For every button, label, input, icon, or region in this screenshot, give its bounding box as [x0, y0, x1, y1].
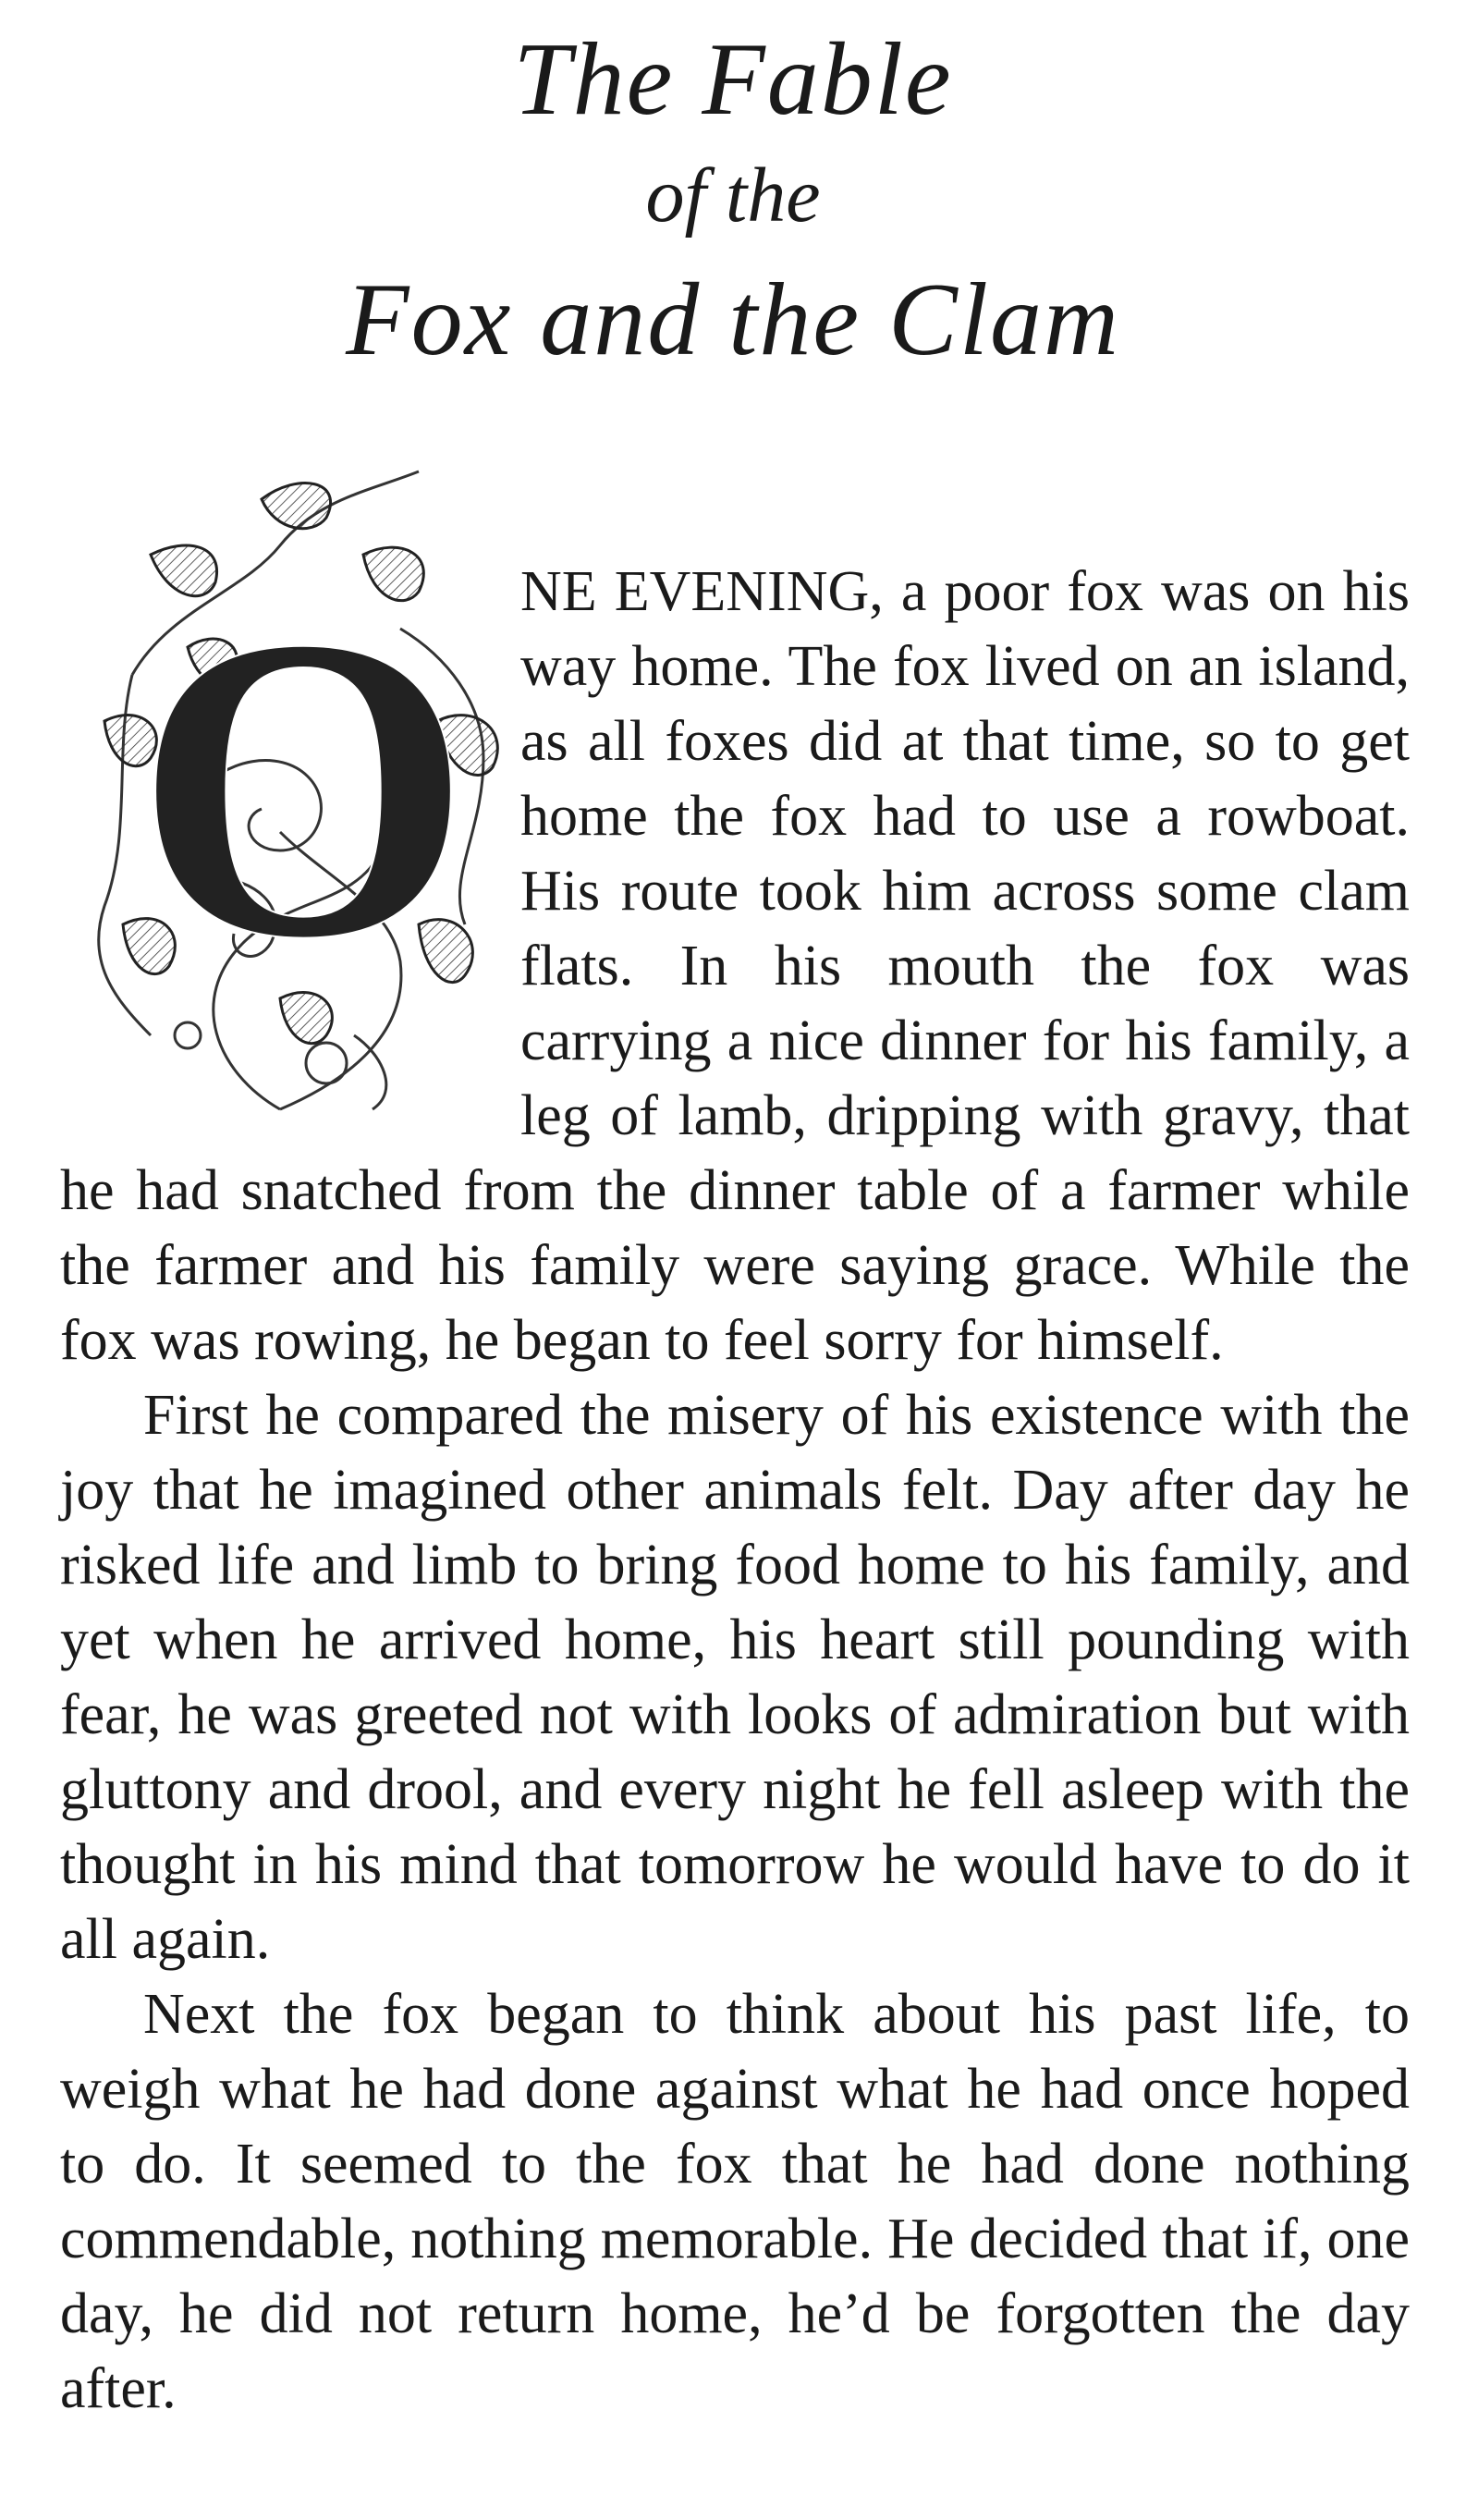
paragraph-2: First he compared the misery of his existence with the joy that he imagined other animals felt. Day after day he risked life and limb to bring food home to his family, and yet when he arrived home, his heart still pounding with fear, he was greeted not with looks of admiration but with gluttony and drool, and every night he fell asleep with the thought in his mind that tomorrow he would have to do it all again. — [60, 1384, 1410, 1971]
floral-vine-ornament-icon — [49, 444, 520, 1132]
lead-words: NE EVENING — [520, 560, 870, 623]
ornamental-drop-cap — [49, 444, 520, 1132]
title-line-3: Fox and the Clam — [346, 263, 1120, 377]
paragraph-3: Next the fox began to think about his past life, to weigh what he had done against what he had once hoped to do. It seemed to the fox that he had done nothing commendable, nothing memorable. He decided that if, one day, he did not return home, he’d be forgotten the day after. — [60, 1983, 1410, 2420]
title-line-2: of the — [645, 153, 821, 239]
paragraph-1-text: , a poor fox was on his way home. The fox lived on an island, as all foxes did at that time, so to get home the fox had to use a rowboat. His route took him across some clam flats. In his mouth the fox was carrying a nice dinner for his family, a leg of lamb, dripping with gravy, that he had snatched from the dinner table of a farmer while the farmer and his family were saying grace. While the fox was rowing, he began to feel sorry for himself. — [60, 560, 1410, 1372]
title-line-1: The Fable — [513, 22, 953, 137]
story-text — [60, 546, 1410, 2427]
drop-cap-letter: O — [134, 546, 472, 1028]
